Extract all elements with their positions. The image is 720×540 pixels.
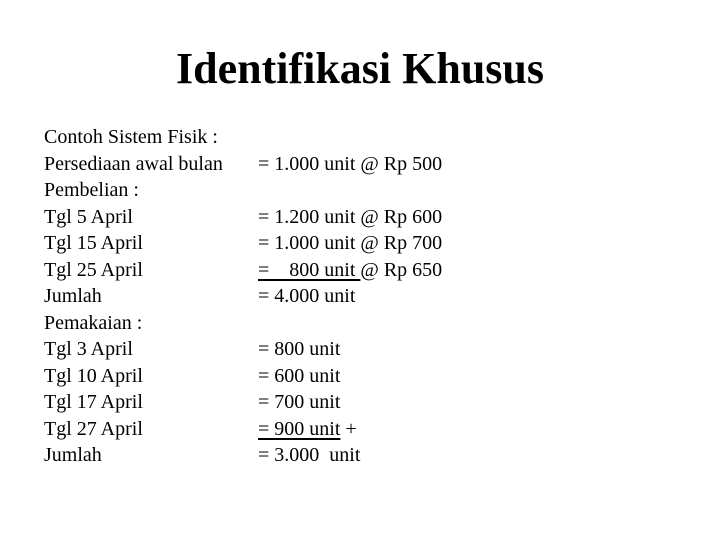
list-row-opening-stock [44,151,684,178]
row-value: = 800 unit [258,338,341,360]
list-row-usage-apr10 [44,363,684,390]
row-value: = 700 unit [258,391,341,413]
row-value: = 1.000 unit @ Rp 700 [258,232,443,254]
list-row-purchase-apr5 [44,204,684,231]
row-label: Tgl 10 April [44,364,143,387]
list-row-usage-total [44,442,684,469]
list-row-header-purchases [44,177,684,204]
value-suffix: @ Rp 650 [360,258,443,281]
list-row-usage-apr17 [44,389,684,416]
row-label: Contoh Sistem Fisik : [44,126,218,148]
list-row-usage-apr3 [44,336,684,363]
row-value: = 1.000 unit @ Rp 500 [258,152,443,175]
row-value: = 4.000 unit [258,285,356,307]
list-row-purchase-apr15 [44,230,684,257]
slide-title: Identifikasi Khusus [175,44,545,93]
row-label: Jumlah [44,285,102,307]
underlined-value: = 800 unit [258,258,361,281]
list-row-header-example [44,124,684,151]
row-value: = 600 unit [258,364,341,387]
value-suffix: + [340,417,357,440]
row-value: = 1.200 unit @ Rp 600 [258,205,443,228]
row-label: Persediaan awal bulan [44,152,223,175]
row-value [258,416,684,443]
row-value [258,177,684,204]
inventory-list [44,124,684,469]
list-row-purchase-apr25 [44,257,684,284]
row-label: Pembelian : [44,179,139,201]
list-row-header-usage [44,310,684,337]
list-row-purchase-total [44,283,684,310]
row-label: Tgl 3 April [44,338,133,360]
row-label: Tgl 27 April [44,417,143,440]
underlined-value: = 900 unit [258,417,341,440]
row-label: Tgl 5 April [44,205,133,228]
list-row-usage-apr27 [44,416,684,443]
row-value [258,124,684,151]
row-value: = 3.000 unit [258,444,361,466]
row-label: Tgl 15 April [44,232,143,254]
row-label: Tgl 25 April [44,258,143,281]
row-value [258,310,684,337]
row-label: Jumlah [44,444,102,466]
row-value [258,257,684,284]
row-label: Pemakaian : [44,311,143,334]
row-label: Tgl 17 April [44,391,143,413]
